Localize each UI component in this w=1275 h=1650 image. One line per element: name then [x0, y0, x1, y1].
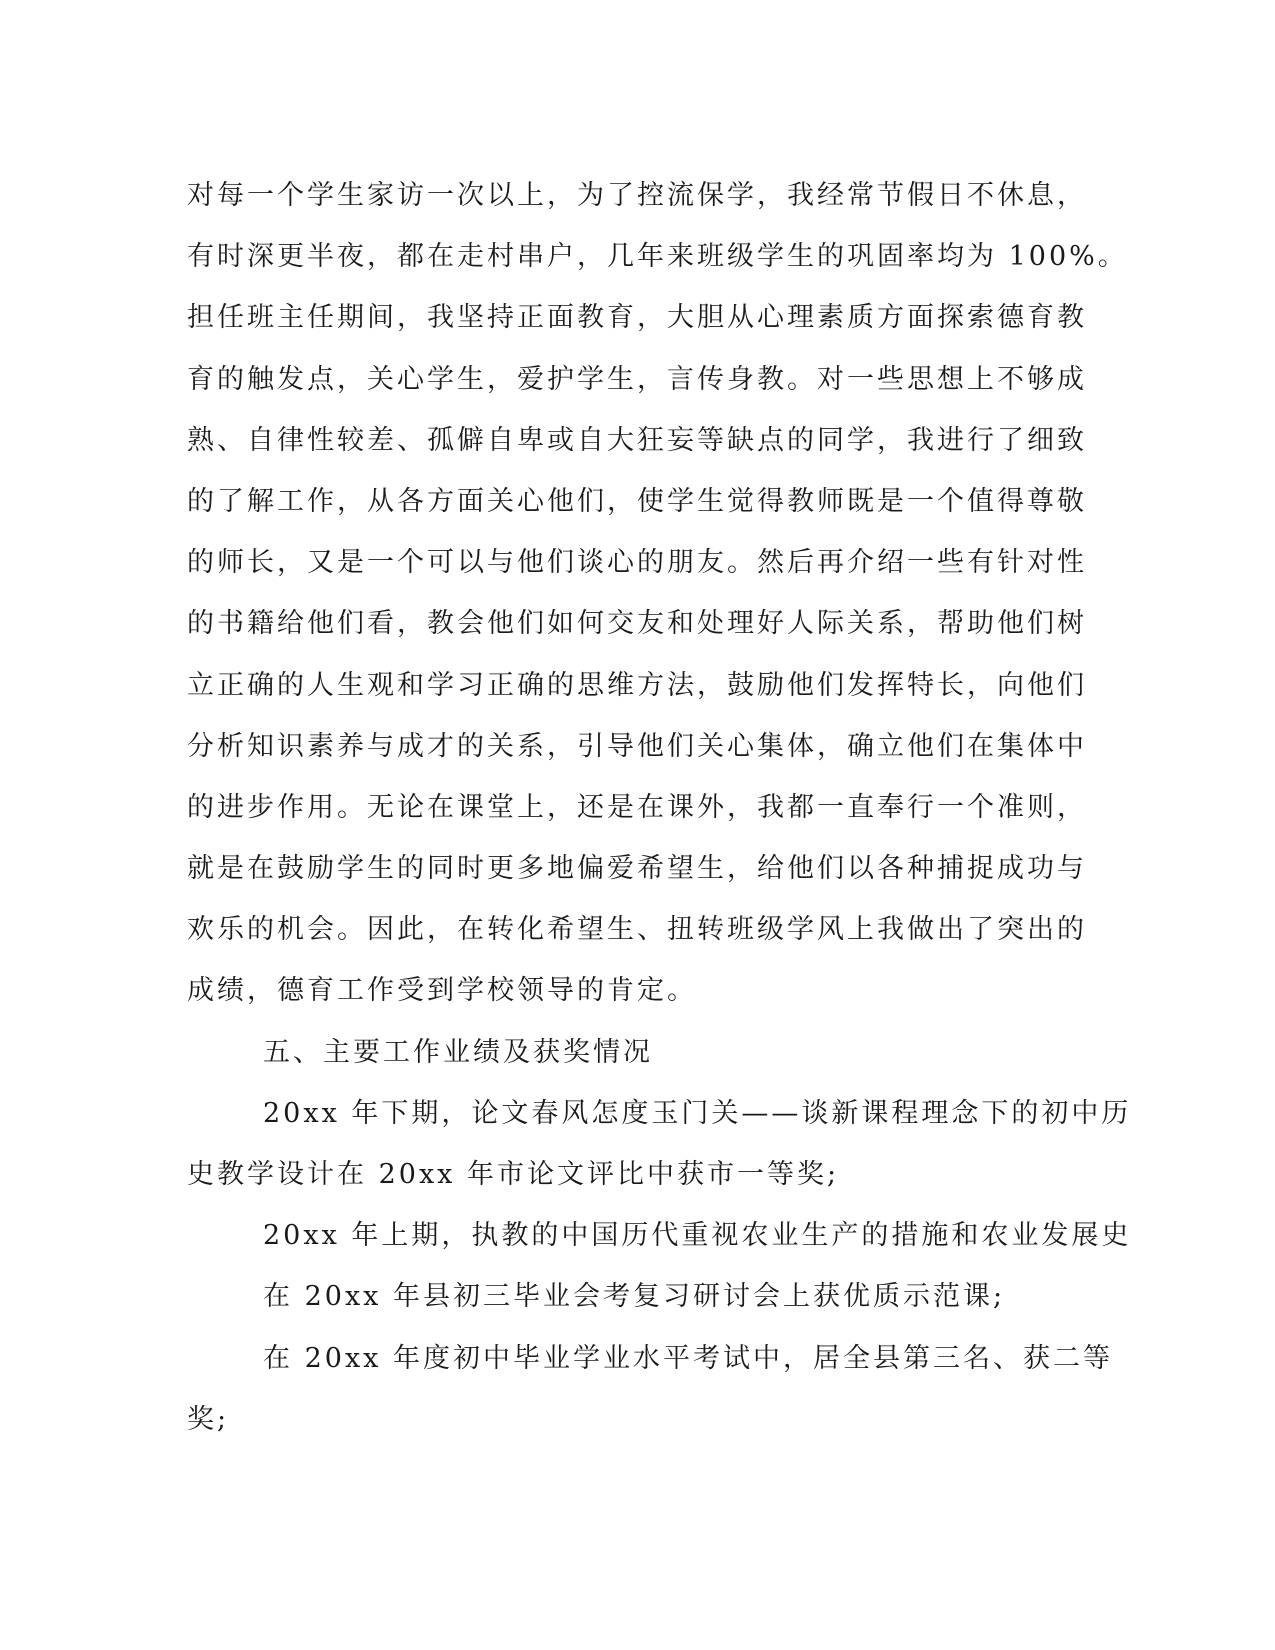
text-line: 分析知识素养与成才的关系，引导他们关心集体，确立他们在集体中 — [187, 730, 1087, 762]
text-line: 20xx 年下期，论文春风怎度玉门关——谈新课程理念下的初中历 — [263, 1097, 1132, 1129]
text-line: 对每一个学生家访一次以上，为了控流保学，我经常节假日不休息， — [187, 180, 1087, 211]
text-line: 的书籍给他们看，教会他们如何交友和处理好人际关系，帮助他们树 — [187, 608, 1087, 640]
text-line: 有时深更半夜，都在走村串户，几年来班级学生的巩固率均为 100%。 — [187, 241, 1128, 273]
text-line: 育的触发点，关心学生，爱护学生，言传身教。对一些思想上不够成 — [187, 363, 1087, 395]
text-line: 在 20xx 年度初中毕业学业水平考试中，居全县第三名、获二等 — [263, 1342, 1113, 1374]
text-line: 奖; — [187, 1403, 230, 1435]
text-line: 欢乐的机会。因此，在转化希望生、扭转班级学风上我做出了突出的 — [187, 914, 1087, 946]
text-line: 在 20xx 年县初三毕业会考复习研讨会上获优质示范课; — [263, 1281, 1006, 1313]
text-line: 成绩，德育工作受到学校领导的肯定。 — [187, 975, 697, 1007]
text-line: 的师长，又是一个可以与他们谈心的朋友。然后再介绍一些有针对性 — [187, 547, 1087, 579]
section-heading: 五、主要工作业绩及获奖情况 — [263, 1036, 653, 1068]
text-line: 史教学设计在 20xx 年市论文评比中获市一等奖; — [187, 1159, 840, 1190]
document-body — [187, 165, 1132, 1450]
text-line: 就是在鼓励学生的同时更多地偏爱希望生，给他们以各种捕捉成功与 — [187, 853, 1087, 885]
text-line: 的了解工作，从各方面关心他们，使学生觉得教师既是一个值得尊敬 — [187, 485, 1087, 517]
text-line: 20xx 年上期，执教的中国历代重视农业生产的措施和农业发展史 — [263, 1220, 1132, 1252]
text-line: 的进步作用。无论在课堂上，还是在课外，我都一直奉行一个准则， — [187, 791, 1087, 823]
text-line: 立正确的人生观和学习正确的思维方法，鼓励他们发挥特长，向他们 — [187, 669, 1087, 701]
text-line: 担任班主任期间，我坚持正面教育，大胆从心理素质方面探索德育教 — [187, 302, 1087, 334]
text-line: 熟、自律性较差、孤僻自卑或自大狂妄等缺点的同学，我进行了细致 — [187, 424, 1087, 456]
